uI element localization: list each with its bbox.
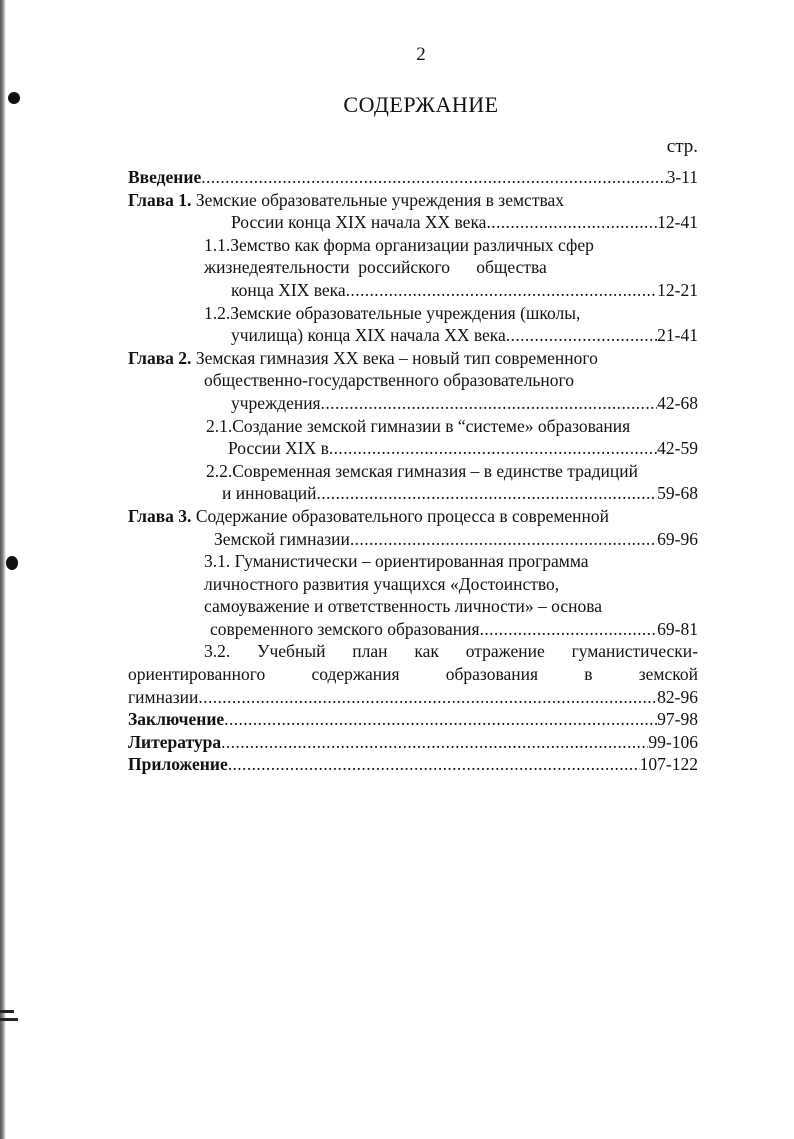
- toc-entry-pages: 21-41: [657, 325, 698, 346]
- toc-entry-1-1[interactable]: [204, 234, 698, 257]
- toc-entry-2-2[interactable]: [206, 460, 698, 483]
- toc-entry-pages: 3-11: [666, 167, 698, 187]
- punch-hole-mark: [6, 556, 18, 570]
- toc-entry-label: Введение: [128, 167, 202, 187]
- toc-entry-label: Литература: [128, 731, 222, 752]
- toc-entry-text: учреждения: [231, 392, 321, 413]
- toc-entry-text: Земские образовательные учреждения в земствах: [195, 189, 565, 210]
- toc-entry-pages: 82-96: [657, 686, 698, 707]
- punch-hole-mark: [8, 92, 20, 104]
- toc-entry-appendix[interactable]: [128, 753, 698, 776]
- page-title: СОДЕРЖАНИЕ: [343, 92, 499, 117]
- toc-entry-pages: 59-68: [657, 483, 698, 504]
- toc-entry-text: России XIX в: [228, 438, 329, 459]
- chapter-label: Глава 3.: [128, 505, 192, 526]
- toc-entry-text: и инноваций: [222, 483, 317, 504]
- toc-entry-chapter-1-cont: [231, 211, 698, 234]
- toc-entry-text: самоуважение и ответственность личности» – основа: [204, 596, 603, 617]
- toc-entry-chapter-2-cont: [231, 392, 698, 415]
- toc-entry-text: 3.1. Гуманистически – ориентированная программа: [204, 551, 589, 572]
- toc-entry-2-2-cont: [222, 482, 698, 505]
- toc-entry-1-2-cont: [231, 324, 698, 347]
- toc-entry-chapter-3[interactable]: [128, 505, 698, 528]
- leader-dots: [198, 686, 657, 709]
- toc-entry-chapter-1[interactable]: [128, 189, 698, 212]
- leader-dots: [350, 528, 657, 551]
- toc-entry-text: 1.1.Земство как форма организации различных сфер: [204, 234, 594, 255]
- toc-entry-text: 2.2.Современная земская гимназия – в единстве традиций: [206, 460, 639, 481]
- toc-entry-literature[interactable]: [128, 731, 698, 754]
- scan-artifact: [0, 1018, 18, 1021]
- scan-artifact: [0, 1010, 14, 1013]
- toc-entry-3-2[interactable]: [204, 640, 698, 663]
- toc-entry-text: 2.1.Создание земской гимназии в “системе» образования: [206, 415, 631, 436]
- leader-dots: [221, 731, 648, 754]
- toc-entry-3-2-cont: [128, 686, 698, 709]
- toc-entry-3-1-cont: [204, 595, 698, 618]
- toc-entry-text: гимназии: [128, 686, 199, 707]
- toc-entry-pages: 12-41: [657, 212, 698, 233]
- toc-entry-intro[interactable]: [128, 166, 698, 189]
- toc-entry-pages: 69-96: [657, 528, 698, 549]
- toc-entry-pages: 12-21: [657, 279, 698, 300]
- toc-entry-text: конца XIX века: [231, 279, 346, 300]
- toc-entry-text: 1.2.Земские образовательные учреждения (школы,: [204, 302, 581, 323]
- toc-entry-chapter-2[interactable]: [128, 347, 698, 370]
- toc-entry-1-1-cont: [231, 279, 698, 302]
- toc-entry-chapter-3-cont: [214, 528, 698, 551]
- toc-entry-3-1-cont: [204, 573, 698, 596]
- leader-dots: [201, 166, 666, 189]
- leader-dots: [480, 618, 658, 641]
- toc-entry-pages: 42-68: [657, 392, 698, 413]
- toc-entry-text: современного земского образования: [210, 618, 480, 639]
- chapter-label: Глава 2.: [128, 347, 192, 368]
- table-of-contents: [128, 166, 698, 776]
- page-number: 2: [416, 44, 426, 65]
- toc-entry-2-1[interactable]: [206, 415, 698, 438]
- toc-entry-pages: 107-122: [639, 754, 698, 775]
- toc-entry-3-2-cont: [128, 663, 698, 686]
- toc-entry-chapter-2-cont: [204, 369, 698, 392]
- leader-dots: [486, 211, 657, 234]
- toc-entry-text: училища) конца XIX начала XX века: [231, 325, 506, 346]
- toc-entry-3-1-cont: [210, 618, 698, 641]
- toc-entry-text: 3.2. Учебный план как отражение гуманистически-: [204, 641, 698, 662]
- toc-entry-text: ориентированного содержания образования в земской: [128, 664, 698, 685]
- toc-entry-1-2[interactable]: [204, 302, 698, 325]
- leader-dots: [228, 753, 640, 776]
- toc-entry-text: Содержание образовательного процесса в современной: [195, 505, 610, 526]
- toc-entry-label: Заключение: [128, 709, 225, 730]
- toc-entry-pages: 99-106: [648, 731, 698, 752]
- chapter-label: Глава 1.: [128, 189, 192, 210]
- toc-entry-text: личностного развития учащихся «Достоинство,: [204, 573, 560, 594]
- toc-entry-text: Земская гимназия XX века – новый тип современного: [195, 347, 598, 368]
- page-column-label: стр.: [666, 136, 698, 157]
- toc-entry-pages: 42-59: [657, 438, 698, 459]
- leader-dots: [346, 279, 658, 302]
- toc-entry-3-1[interactable]: [204, 550, 698, 573]
- toc-entry-text: Земской гимназии: [214, 528, 350, 549]
- toc-entry-text: жизнедеятельности российского общества: [204, 257, 547, 278]
- leader-dots: [329, 437, 657, 460]
- toc-entry-text: России конца XIX начала XX века: [231, 212, 487, 233]
- toc-entry-1-1-cont: [204, 256, 698, 279]
- toc-entry-text: общественно-государственного образовательного: [204, 370, 575, 391]
- toc-entry-pages: 69-81: [657, 618, 698, 639]
- toc-entry-2-1-cont: [228, 437, 698, 460]
- leader-dots: [321, 392, 658, 415]
- leader-dots: [224, 708, 657, 731]
- scan-edge-shadow: [0, 0, 6, 1139]
- leader-dots: [316, 482, 657, 505]
- toc-entry-conclusion[interactable]: [128, 708, 698, 731]
- toc-entry-label: Приложение: [128, 754, 228, 775]
- leader-dots: [506, 324, 657, 347]
- toc-entry-pages: 97-98: [657, 709, 698, 730]
